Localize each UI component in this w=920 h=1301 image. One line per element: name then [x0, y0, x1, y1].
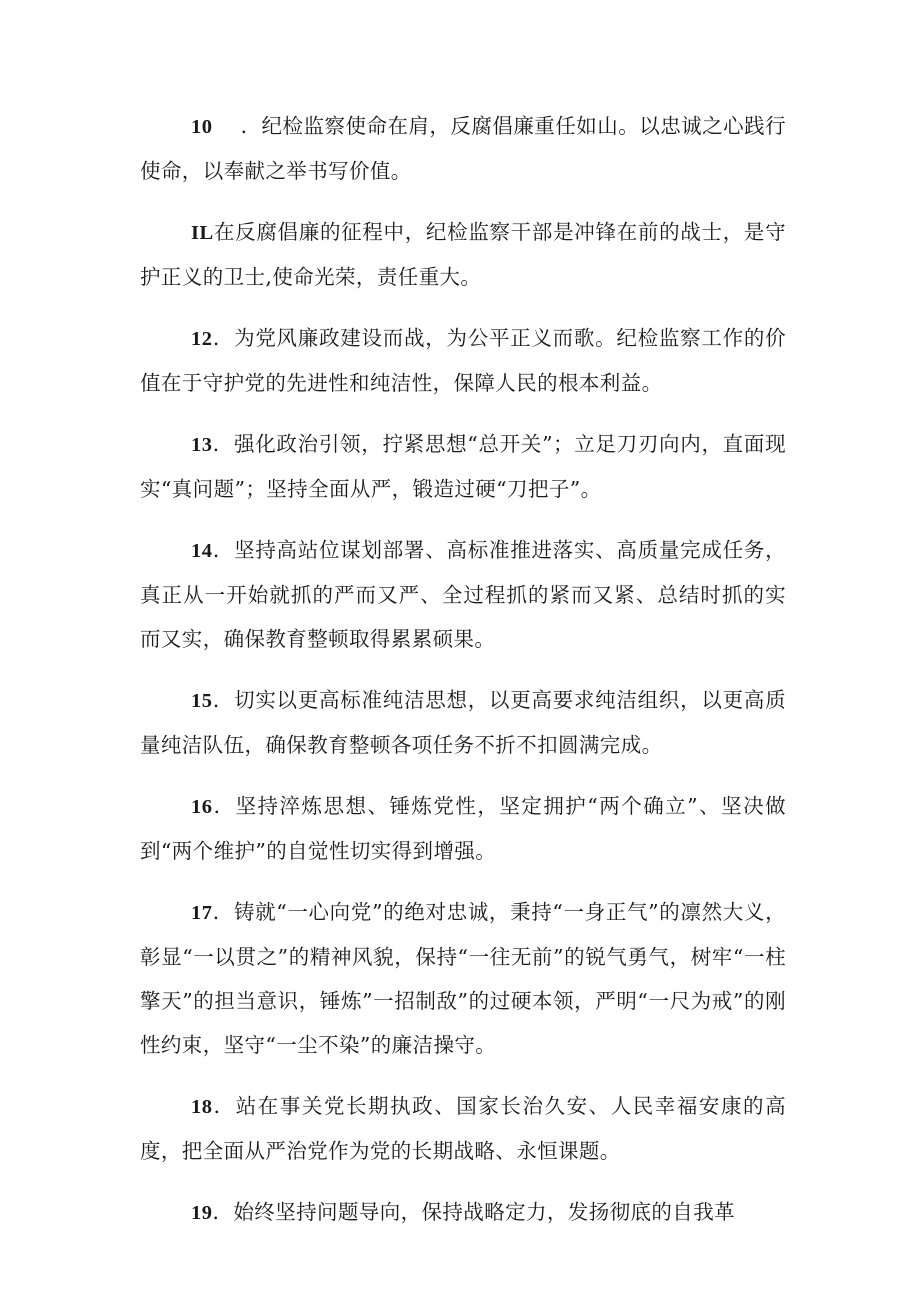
item-text: ．始终坚持问题导向，保持战略定力，发扬彻底的自我革 [212, 1200, 735, 1224]
item-number: 12 [191, 328, 213, 350]
item-number: 18 [191, 1096, 213, 1118]
paragraph-18 [140, 1084, 786, 1173]
item-number: IL [191, 222, 214, 244]
item-number: 19 [191, 1202, 213, 1224]
item-text: ．坚持高站位谋划部署、高标准推进落实、高质量完成任务，真正从一开始就抓的严而又严、全过程抓的紧而又紧、总结时抓的实而又实，确保教育整顿取得累累硕果。 [140, 538, 786, 651]
item-text: ．坚持淬炼思想、锤炼党性，坚定拥护“两个确立”、坚决做到“两个维护”的自觉性切实得到增强。 [140, 794, 786, 863]
item-text: ．为党风廉政建设而战，为公平正义而歌。纪检监察工作的价值在于守护党的先进性和纯洁性，保障人民的根本利益。 [140, 326, 786, 395]
item-text: 在反腐倡廉的征程中，纪检监察干部是冲锋在前的战士，是守护正义的卫士,使命光荣，责任重大。 [140, 220, 786, 289]
item-text: ．站在事关党长期执政、国家长治久安、人民幸福安康的高度，把全面从严治党作为党的长期战略、永恒课题。 [140, 1094, 786, 1163]
item-number: 14 [191, 540, 213, 562]
item-number: 16 [191, 796, 213, 818]
paragraph-16 [140, 784, 786, 873]
item-text: ．铸就“一心向党”的绝对忠诚，秉持“一身正气”的凛然大义，彰显“一以贯之”的精神风貌，保持“一往无前”的锐气勇气，树牢“一柱擎天”的担当意识，锤炼”一招制敌”的过硬本领，严明“一尺为戒”的刚性约束，坚守“一尘不染”的廉洁操守。 [140, 900, 786, 1057]
item-number: 17 [191, 902, 213, 924]
item-number: 15 [191, 690, 213, 712]
paragraph-19 [140, 1190, 786, 1235]
item-text: ．切实以更高标准纯洁思想，以更高要求纯洁组织，以更高质量纯洁队伍，确保教育整顿各项任务不折不扣圆满完成。 [140, 688, 786, 757]
paragraph-10 [140, 104, 786, 193]
paragraph-17 [140, 890, 786, 1067]
item-text: ．强化政治引领，拧紧思想“总开关”；立足刀刃向内，直面现实“真问题”；坚持全面从严，锻造过硬“刀把子”。 [140, 432, 786, 501]
paragraph-11 [140, 210, 786, 299]
paragraph-15 [140, 678, 786, 767]
item-number: 10 [191, 116, 213, 138]
document-body [140, 104, 786, 1252]
paragraph-14 [140, 528, 786, 661]
paragraph-12 [140, 316, 786, 405]
paragraph-13 [140, 422, 786, 511]
item-number: 13 [191, 434, 213, 456]
item-text: ．纪检监察使命在肩，反腐倡廉重任如山。以忠诚之心践行使命，以奉献之举书写价值。 [140, 114, 786, 183]
